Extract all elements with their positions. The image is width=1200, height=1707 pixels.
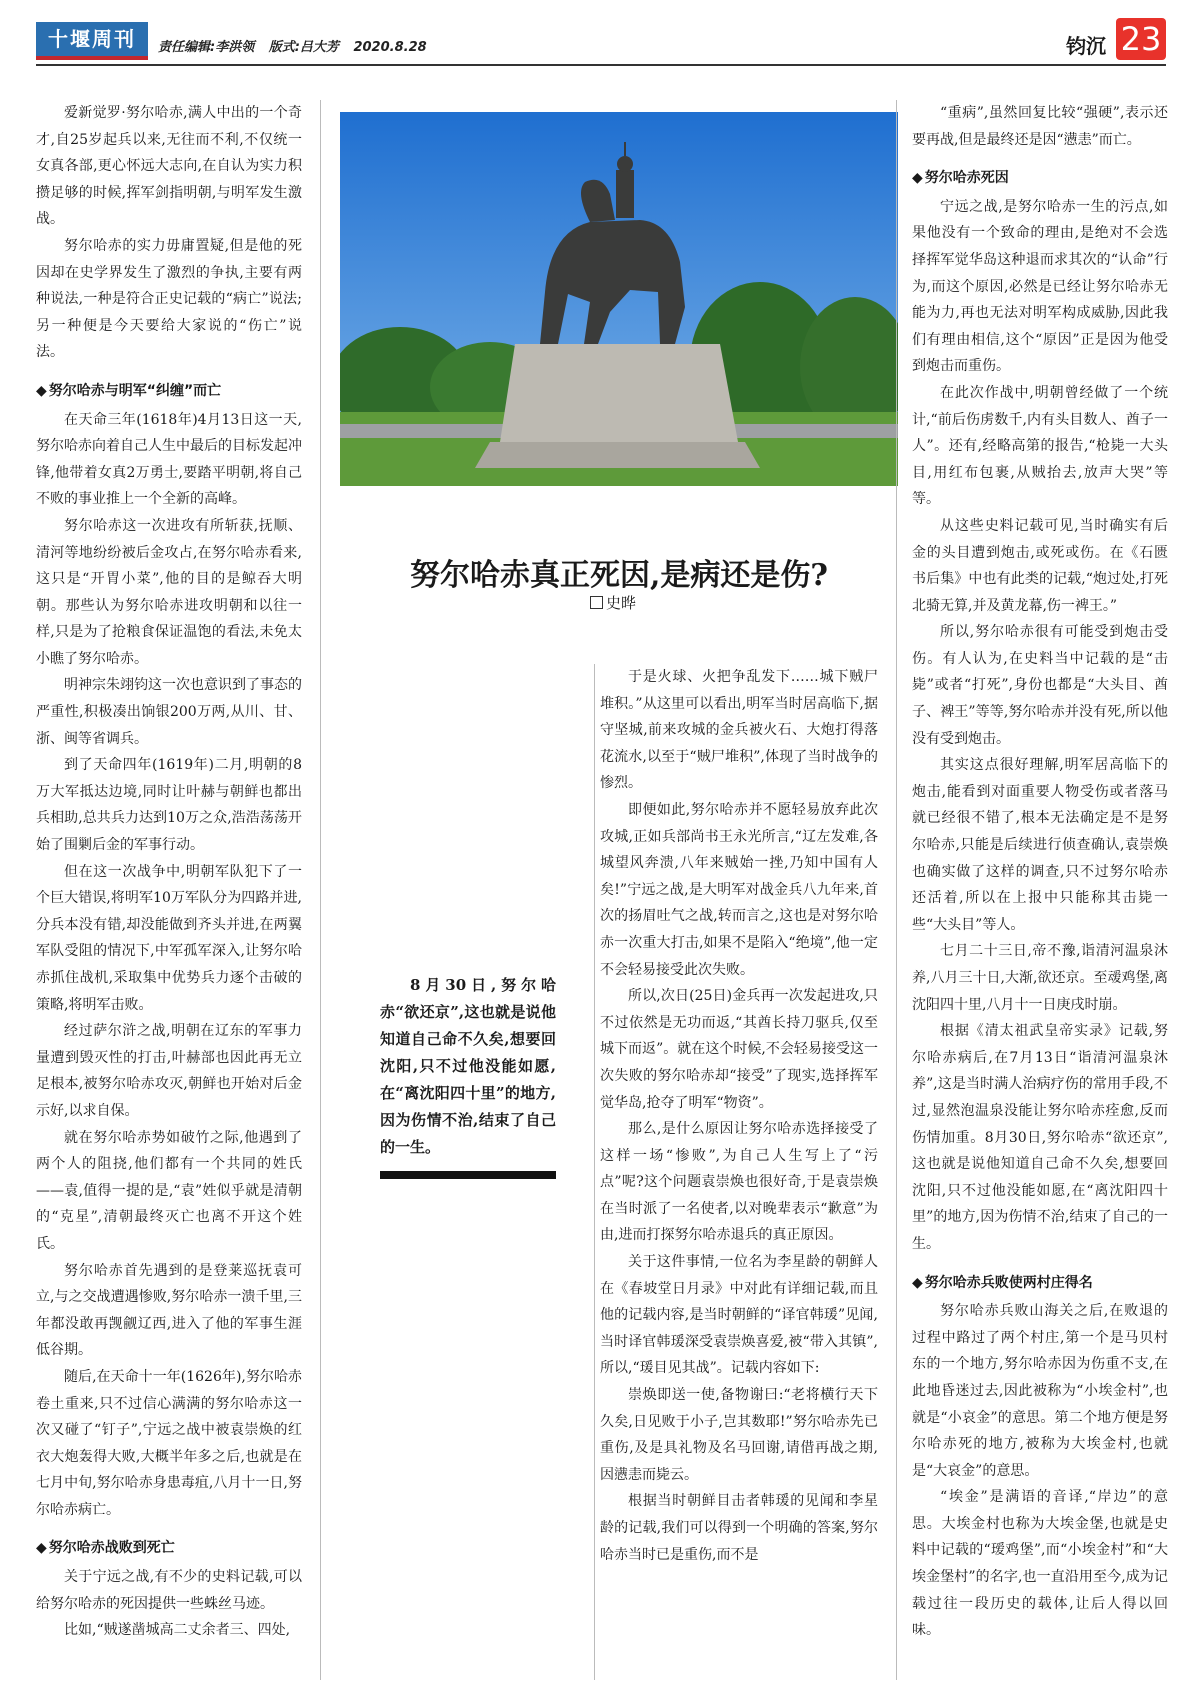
page-number-badge: 23: [1116, 18, 1166, 60]
paragraph: 爱新觉罗·努尔哈赤,满人中出的一个奇才,自25岁起兵以来,无往而不利,不仅统一女真各部,更心怀远大志向,在自认为实力积攒足够的时候,挥军剑指明朝,与明军发生激战。: [36, 105, 302, 228]
column-2: [600, 664, 878, 1568]
layout-credit: 版式:吕大芳: [268, 40, 339, 55]
section-name: 钧沉: [1066, 34, 1106, 58]
column-divider: [594, 664, 595, 1680]
paragraph: 那么,是什么原因让努尔哈赤选择接受了这样一场“惨败”,为自己人生写上了“污点”呢?这个问题袁崇焕也很好奇,于是袁崇焕在当时派了一名使者,以对晚辈表示“歉意”为由,进而打探努尔哈赤退兵的真正原因。: [600, 1121, 878, 1244]
paragraph: 但在这一次战争中,明朝军队犯下了一个巨大错误,将明军10万军队分为四路并进,分兵本没有错,却没能做到齐头并进,在两翼军队受阻的情况下,中军孤军深入,让努尔哈赤抓住战机,采取集中优势兵力逐个击破的策略,将明军击败。: [36, 863, 302, 1013]
page-meta: [158, 36, 437, 55]
paragraph: 即便如此,努尔哈赤并不愿轻易放弃此次攻城,正如兵部尚书王永光所言,“辽左发难,各城望风奔溃,八年来贼始一挫,乃知中国有人矣!”宁远之战,是大明军对战金兵八九年来,首次的扬眉吐气之战,转而言之,这也是对努尔哈赤一次重大打击,如果不是陷入“绝境”,他一定不会轻易接受此次失败。: [600, 801, 878, 978]
column-divider: [320, 100, 321, 1680]
paragraph: “埃金”是满语的音译,“岸边”的意思。大埃金村也称为大埃金堡,也就是史料中记载的“瑷鸡堡”,而“小埃金村”和“大埃金堡村”的名字,也一直沿用至今,成为记载过往一段历史的载体,让后人得以回味。: [912, 1489, 1168, 1639]
editor-credit: 责任编辑:李洪领: [158, 40, 255, 55]
paragraph: 到了天命四年(1619年)二月,明朝的8万大军抵达边境,同时让叶赫与朝鲜也都出兵相助,总共兵力达到10万之众,浩浩荡荡开始了围剿后金的军事行动。: [36, 757, 302, 854]
column-divider: [896, 100, 897, 1680]
paragraph: 在天命三年(1618年)4月13日这一天,努尔哈赤向着自己人生中最后的目标发起冲锋,他带着女真2万勇士,要踏平明朝,将自己不败的事业推上一个全新的高峰。: [36, 411, 302, 508]
paragraph: 所以,次日(25日)金兵再一次发起进攻,只不过依然是无功而返,“其酋长持刀驱兵,仅至城下而返”。就在这个时候,不会轻易接受这一次失败的努尔哈赤却“接受”了现实,选择挥军觉华岛,抢夺了明军“物资”。: [600, 988, 878, 1111]
paragraph: 根据当时朝鲜目击者韩瑗的见闻和李星龄的记载,我们可以得到一个明确的答案,努尔哈赤当时已是重伤,而不是: [600, 1493, 878, 1563]
paragraph: 努尔哈赤这一次进攻有所斩获,抚顺、清河等地纷纷被后金攻占,在努尔哈赤看来,这只是“开胃小菜”,他的目的是鲸吞大明朝。那些认为努尔哈赤进攻明朝和以往一样,只是为了抢粮食保证温饱的看法,未免太小瞧了努尔哈赤。: [36, 517, 302, 667]
section-heading: ◆ 努尔哈赤与明军“纠缠”而亡: [36, 378, 302, 405]
paragraph: 经过萨尔浒之战,明朝在辽东的军事力量遭到毁灭性的打击,叶赫部也因此再无立足根本,被努尔哈赤攻灭,朝鲜也开始对后金示好,以求自保。: [36, 1023, 302, 1119]
paragraph: 在此次作战中,明朝曾经做了一个统计,“前后伤虏数千,内有头目数人、酋子一人”。还有,经略高第的报告,“枪毙一大头目,用红布包裹,从贼抬去,放声大哭”等等。: [912, 384, 1168, 508]
paragraph: 比如,“贼遂凿城高二丈余者三、四处,: [64, 1622, 291, 1639]
paragraph: 所以,努尔哈赤很有可能受到炮击受伤。有人认为,在史料当中记载的是“击毙”或者“打死”,身份也都是“大头目、酋子、裨王”等等,努尔哈赤并没有死,所以他没有受到炮击。: [912, 624, 1168, 747]
author-name: 史晔: [606, 594, 637, 612]
paragraph: 宁远之战,是努尔哈赤一生的污点,如果他没有一个致命的理由,是绝对不会选择挥军觉华岛这种退而求其次的“认命”行为,而这个原因,必然是已经让努尔哈赤无能为力,再也无法对明军构成威胁,因此我们有理由相信,这个“原因”正是因为他受到炮击而重伤。: [912, 198, 1168, 375]
section-heading: ◆ 努尔哈赤战败到死亡: [36, 1535, 302, 1562]
issue-date: 2020.8.28: [353, 40, 427, 55]
column-1: [36, 100, 302, 1644]
paragraph: 崇焕即送一使,备物谢曰:“老将横行天下久矣,日见败于小子,岂其数耶!”努尔哈赤先已重伤,及是具礼物及名马回谢,请借再战之期,因懑恚而毙云。: [600, 1387, 878, 1483]
paragraph: 努尔哈赤首先遇到的是登莱巡抚袁可立,与之交战遭遇惨败,努尔哈赤一溃千里,三年都没敢再觊觎辽西,进入了他的军事生涯低谷期。: [36, 1262, 302, 1359]
page-header: [36, 18, 1166, 66]
paragraph: 就在努尔哈赤势如破竹之际,他遇到了两个人的阻挠,他们都有一个共同的姓氏——袁,值得一提的是,“袁”姓似乎就是清朝的“克星”,清朝最终灭亡也离不开这个姓氏。: [36, 1129, 302, 1252]
section-heading: ◆ 努尔哈赤兵败使两村庄得名: [912, 1270, 1168, 1297]
pull-quote: [380, 972, 556, 1179]
paragraph: “重病”,虽然回复比较“强硬”,表示还要再战,但是最终还是因“懑恚”而亡。: [912, 105, 1168, 148]
byline-box-icon: [590, 596, 603, 609]
section-heading: ◆ 努尔哈赤死因: [912, 165, 1168, 192]
paragraph: 于是火球、火把争乱发下……城下贼尸堆积。”从这里可以看出,明军当时居高临下,据守坚城,前来攻城的金兵被火石、大炮打得落花流水,以至于“贼尸堆积”,体现了当时战争的惨烈。: [600, 669, 878, 792]
paragraph: 努尔哈赤的实力毋庸置疑,但是他的死因却在史学界发生了激烈的争执,主要有两种说法,一种是符合正史记载的“病亡”说法;另一种便是今天要给大家说的“伤亡”说法。: [36, 237, 302, 361]
author-byline: [590, 592, 636, 613]
paragraph: 七月二十三日,帝不豫,诣清河温泉沐养,八月三十日,大渐,欲还京。至叆鸡堡,离沈阳四十里,八月十一日庚戌时崩。: [912, 943, 1168, 1013]
article-title: 努尔哈赤真正死因,是病还是伤?: [409, 558, 829, 593]
paragraph: 明神宗朱翊钧这一次也意识到了事态的严重性,积极凑出饷银200万两,从川、甘、浙、闽等省调兵。: [36, 677, 302, 747]
paragraph: 根据《清太祖武皇帝实录》记载,努尔哈赤病后,在7月13日“诣清河温泉沐养”,这是当时满人治病疗伤的常用手段,不过,显然泡温泉没能让努尔哈赤痊愈,反而伤情加重。8月30日,努尔哈赤“欲还京”,这也就是说他知道自己命不久矣,想要回沈阳,只不过他没能如愿,在“离沈阳四十里”的地方,因为伤情不治,结束了自己的一生。: [912, 1023, 1168, 1252]
column-3: [912, 100, 1168, 1644]
paragraph: 从这些史料记载可见,当时确实有后金的头目遭到炮击,或死或伤。在《石匮书后集》中也有此类的记载,“炮过处,打死北骑无算,并及黄龙幕,伤一裨王。”: [912, 517, 1168, 614]
masthead-logo: 十堰周刊: [36, 22, 148, 60]
paragraph: 随后,在天命十一年(1626年),努尔哈赤卷土重来,只不过信心满满的努尔哈赤这一次又碰了“钉子”,宁远之战中被袁崇焕的红衣大炮轰得大败,大概半年多之后,也就是在七月中旬,努尔哈赤身患毒疽,八月十一日,努尔哈赤病亡。: [36, 1368, 302, 1518]
paragraph: 努尔哈赤兵败山海关之后,在败退的过程中路过了两个村庄,第一个是马贝村东的一个地方,努尔哈赤因为伤重不支,在此地昏迷过去,因此被称为“小埃金村”,也就是“小哀金”的意思。第二个地方便是努尔哈赤死的地方,被称为大埃金村,也就是“大哀金”的意思。: [912, 1303, 1168, 1479]
paragraph: 关于宁远之战,有不少的史料记载,可以给努尔哈赤的死因提供一些蛛丝马迹。: [36, 1569, 302, 1612]
pull-quote-text: 8月30日,努尔哈赤“欲还京”,这也就是说他知道自己命不久矣,想要回沈阳,只不过他没能如愿,在“离沈阳四十里”的地方,因为伤情不治,结束了自己的一生。: [380, 976, 556, 1156]
paragraph: 其实这点很好理解,明军居高临下的炮击,能看到对面重要人物受伤或者落马就已经很不错了,根本无法确定是不是努尔哈赤,只能是后续进行侦查确认,袁崇焕也确实做了这样的调查,只不过努尔哈赤还活着,所以在上报中只能称其击毙一些“大头目”等人。: [912, 757, 1168, 933]
statue-photo: [340, 112, 898, 486]
paragraph: 关于这件事情,一位名为李星龄的朝鲜人在《春坡堂日月录》中对此有详细记载,而且他的记载内容,是当时朝鲜的“译官韩瑗”见闻,当时译官韩瑗深受袁崇焕喜爱,被“带入其镇”,所以,“瑗目见其战”。记载内容如下:: [600, 1254, 878, 1377]
